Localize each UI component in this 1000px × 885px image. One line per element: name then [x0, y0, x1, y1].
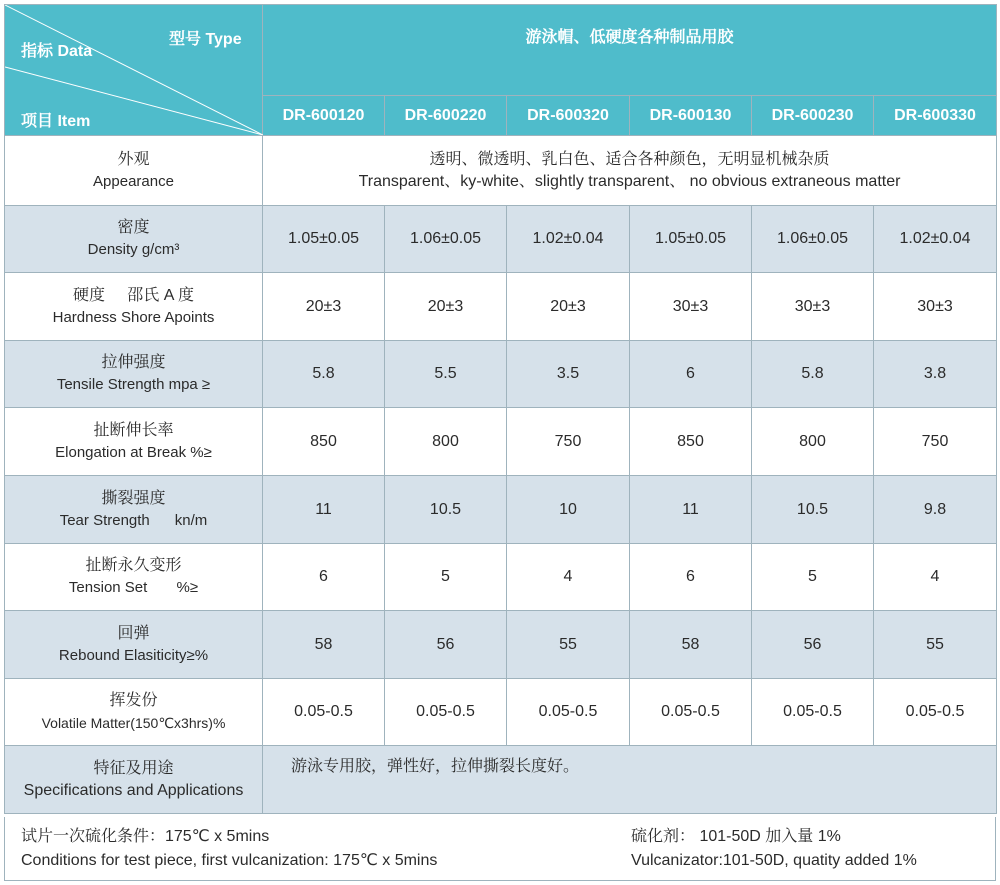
item-label: 项目 Item: [21, 113, 91, 130]
value-cell: 5.8: [263, 341, 385, 408]
model-header: DR-600330: [874, 96, 997, 136]
value-cell: 20±3: [385, 273, 507, 341]
label-en: Elongation at Break %≥: [55, 443, 212, 461]
value-cell: 0.05-0.5: [752, 679, 874, 746]
conditions-en: Conditions for test piece, first vulcanization: 175℃ x 5mins: [21, 852, 438, 869]
value-cell: 0.05-0.5: [263, 679, 385, 746]
label-zh: 挥发份: [109, 692, 158, 709]
value-cell: 800: [752, 408, 874, 476]
label-zh: 回弹: [117, 624, 150, 642]
value-cell: 750: [874, 408, 997, 476]
value-cell: 56: [385, 611, 507, 679]
footer-notes: [4, 817, 996, 881]
value-cell: 10: [507, 476, 630, 544]
value-cell: 20±3: [507, 273, 630, 341]
value-cell: 20±3: [263, 273, 385, 341]
value-cell: 55: [507, 611, 630, 679]
value-cell: 0.05-0.5: [385, 679, 507, 746]
value-cell: 9.8: [874, 476, 997, 544]
label-zh: 特征及用途: [93, 759, 174, 777]
label-en: Appearance: [93, 172, 174, 190]
row-elongation: [5, 408, 997, 476]
applications-value: 游泳专用胶，弹性好，拉伸撕裂长度好。: [263, 746, 997, 814]
value-cell: 56: [752, 611, 874, 679]
conditions-zh: 试片一次硫化条件：175℃ x 5mins: [21, 828, 270, 845]
value-cell: 0.05-0.5: [874, 679, 997, 746]
group-title: 游泳帽、低硬度各种制品用胶: [263, 5, 997, 96]
value-cell: 10.5: [385, 476, 507, 544]
value-cell: 5.8: [752, 341, 874, 408]
value-cell: 10.5: [752, 476, 874, 544]
value-cell: 6: [630, 544, 752, 611]
row-label: [5, 476, 263, 544]
row-label: [5, 273, 263, 341]
label-zh: 扯断伸长率: [93, 421, 174, 439]
value-cell: 5: [752, 544, 874, 611]
value-cell: 0.05-0.5: [507, 679, 630, 746]
value-cell: 4: [874, 544, 997, 611]
value-cell: 3.8: [874, 341, 997, 408]
row-hardness: [5, 273, 997, 341]
type-label: 型号 Type: [169, 31, 242, 48]
row-label: [5, 136, 263, 206]
value-cell: 11: [630, 476, 752, 544]
label-zh: 撕裂强度: [101, 489, 166, 507]
value-cell: 6: [263, 544, 385, 611]
model-header: DR-600320: [507, 96, 630, 136]
label-en: Tension Set %≥: [68, 579, 199, 596]
label-en: Specifications and Applications: [23, 781, 244, 799]
label-zh: 拉伸强度: [101, 354, 166, 371]
value-cell: 800: [385, 408, 507, 476]
value-cell: 58: [263, 611, 385, 679]
value-cell: 1.05±0.05: [630, 206, 752, 273]
label-en: Rebound Elasiticity≥%: [58, 646, 209, 664]
vulcanizator-en: Vulcanizator:101-50D, quatity added 1%: [631, 852, 917, 869]
row-applications: [5, 746, 997, 814]
value-cell: 4: [507, 544, 630, 611]
value-cell: 1.02±0.04: [874, 206, 997, 273]
row-label: [5, 408, 263, 476]
footer-conditions: [21, 825, 437, 873]
value-cell: 850: [263, 408, 385, 476]
value-cell: 11: [263, 476, 385, 544]
value-cell: 1.02±0.04: [507, 206, 630, 273]
value-cell: 1.06±0.05: [752, 206, 874, 273]
value-cell: 6: [630, 341, 752, 408]
label-en: Hardness Shore Apoints: [52, 308, 215, 326]
value-cell: 0.05-0.5: [630, 679, 752, 746]
value-cell: 58: [630, 611, 752, 679]
label-zh: 外观: [117, 150, 150, 168]
value-cell: 1.05±0.05: [263, 206, 385, 273]
value-cell: 30±3: [752, 273, 874, 341]
row-tear: [5, 476, 997, 544]
row-label: [5, 746, 263, 814]
value-cell: 850: [630, 408, 752, 476]
row-label: [5, 544, 263, 611]
appearance-value-en: Transparent、ky-white、slightly transparent、 no obvious extraneous matter: [358, 172, 901, 190]
row-tension-set: [5, 544, 997, 611]
row-label: [5, 206, 263, 273]
label-en: Tear Strength kn/m: [59, 511, 208, 529]
value-cell: 30±3: [630, 273, 752, 341]
value-cell: 5.5: [385, 341, 507, 408]
row-rebound: [5, 611, 997, 679]
label-en: Volatile Matter(150℃x3hrs)%: [41, 715, 226, 731]
model-header: DR-600120: [263, 96, 385, 136]
model-header: DR-600230: [752, 96, 874, 136]
value-cell: 55: [874, 611, 997, 679]
model-header: DR-600130: [630, 96, 752, 136]
value-cell: 1.06±0.05: [385, 206, 507, 273]
label-en: Tensile Strength mpa ≥: [56, 376, 211, 393]
data-label: 指标 Data: [21, 43, 93, 60]
row-label: [5, 611, 263, 679]
row-volatile: [5, 679, 997, 746]
vulcanizator-zh: 硫化剂： 101-50D 加入量 1%: [631, 828, 841, 845]
label-zh: 密度: [117, 219, 150, 236]
label-zh: 扯断永久变形: [85, 557, 182, 574]
spec-table: [4, 4, 997, 814]
label-zh: 硬度 邵氏 A 度: [73, 286, 194, 304]
header-corner-cell: [5, 5, 263, 136]
footer-vulcanizator: [631, 825, 917, 873]
value-cell: 750: [507, 408, 630, 476]
row-label: [5, 679, 263, 746]
row-tensile: [5, 341, 997, 408]
row-density: [5, 206, 997, 273]
appearance-value-zh: 透明、微透明、乳白色、适合各种颜色，无明显机械杂质: [429, 150, 830, 168]
label-en: Density g/cm³: [87, 241, 180, 258]
header-row-title: [5, 5, 997, 96]
value-cell: 30±3: [874, 273, 997, 341]
value-cell: 3.5: [507, 341, 630, 408]
row-appearance: [5, 136, 997, 206]
row-label: [5, 341, 263, 408]
value-cell: 5: [385, 544, 507, 611]
appearance-value: [263, 136, 997, 206]
model-header: DR-600220: [385, 96, 507, 136]
